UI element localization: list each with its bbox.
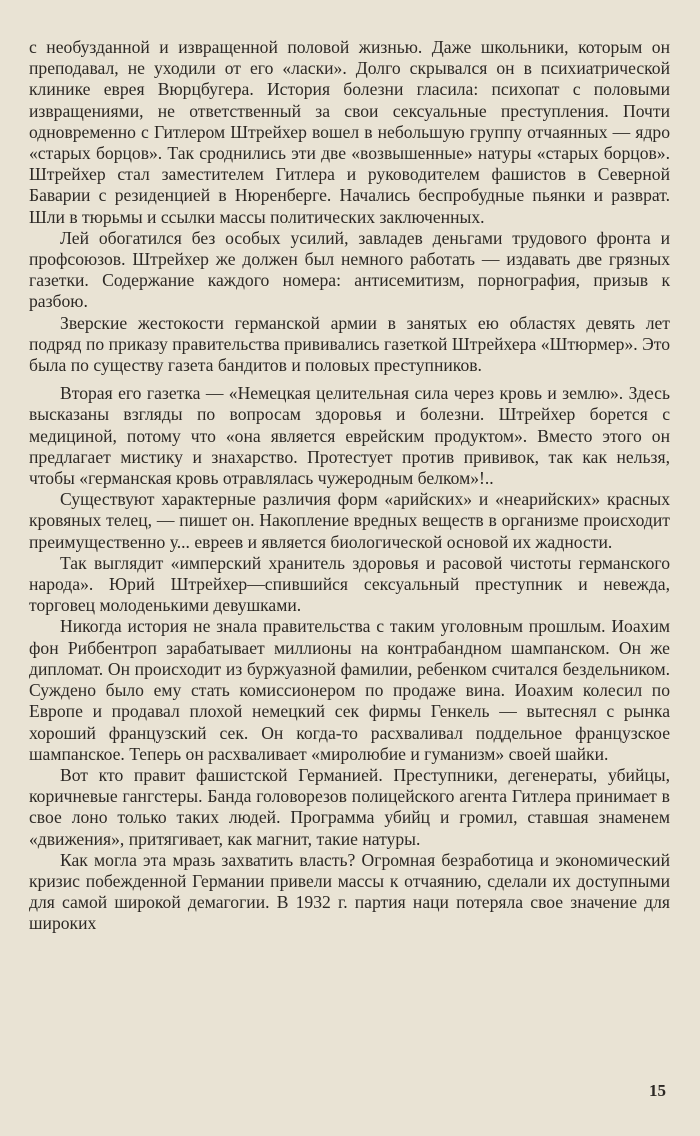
- paragraph-8: Вот кто правит фашистской Германией. Преступники, дегенераты, убийцы, коричневые гангстеры. Банда головорезов полицейского агента Гитлера принимает в свое лоно только таких людей. Программа убийц и громил, ставшая знаменем «движения», притягивает, как магнит, такие натуры.: [29, 764, 670, 849]
- paragraph-4: Вторая его газетка — «Немецкая целительная сила через кровь и землю». Здесь высказаны взгляды по вопросам здоровья и болезни. Штрейхер борется с медициной, потому что «она является еврейским продуктом». Вместо этого он предлагает мистику и знахарство. Протестует против прививок, так как нельзя, чтобы «германская кровь отравлялась чужеродным белком»!..: [29, 383, 670, 489]
- page-number: 15: [649, 1081, 666, 1100]
- paragraph-1: с необузданной и извращенной половой жизнью. Даже школьники, которым он преподавал, не уходили от его «ласки». Долго скрывался он в психиатрической клинике еврея Вюрцбугера. История болезни гласила: психопат с половыми извращениями, не ответственный за свои сексуальные преступления. Почти одновременно с Гитлером Штрейхер вошел в небольшую группу отчаянных — ядро «старых борцов». Так сроднились эти две «возвышенные» натуры «старых борцов». Штрейхер стал заместителем Гитлера и руководителем фашистов в Северной Баварии с резиденцией в Нюренберге. Начались беспробудные пьянки и разврат. Шли в тюрьмы и ссылки массы политических заключенных.: [29, 37, 670, 227]
- paragraph-9: Как могла эта мразь захватить власть? Огромная безработица и экономический кризис побежденной Германии привели массы к отчаянию, сделали их доступными для самой широкой демагогии. В 1932 г. партия наци потеряла свое значение для широких: [29, 849, 670, 934]
- paragraph-6: Так выглядит «имперский хранитель здоровья и расовой чистоты германского народа». Юрий Штрейхер—спившийся сексуальный преступник и невежда, торговец молоденькими девушками.: [29, 552, 670, 616]
- paragraph-7: Никогда история не знала правительства с таким уголовным прошлым. Иоахим фон Риббентроп зарабатывает миллионы на контрабандном шампанском. Он же дипломат. Он происходит из буржуазной фамилии, ребенком считался бездельником. Суждено было ему стать комиссионером по продаже вина. Иоахим колесил по Европе и продавал плохой немецкий сек фирмы Генкель — вытеснял с рынка хороший французский сек. Он когда-то расхваливал поддельное французское шампанское. Теперь он расхваливает «миролюбие и гуманизм» своей шайки.: [29, 616, 670, 764]
- paragraph-2: Лей обогатился без особых усилий, завладев деньгами трудового фронта и профсоюзов. Штрейхер же должен был немного работать — издавать две грязных газетки. Содержание каждого номера: антисемитизм, порнография, призыв к разбою.: [29, 227, 670, 312]
- paragraph-3: Зверские жестокости германской армии в занятых ею областях девять лет подряд по приказу правительства прививались газеткой Штрейхера «Штюрмер». Это была по существу газета бандитов и половых преступников.: [29, 312, 670, 376]
- paragraph-5: Существуют характерные различия форм «арийских» и «неарийских» красных кровяных телец, — пишет он. Накопление вредных веществ в организме происходит преимущественно у... евреев и является биологической основой их жадности.: [29, 489, 670, 552]
